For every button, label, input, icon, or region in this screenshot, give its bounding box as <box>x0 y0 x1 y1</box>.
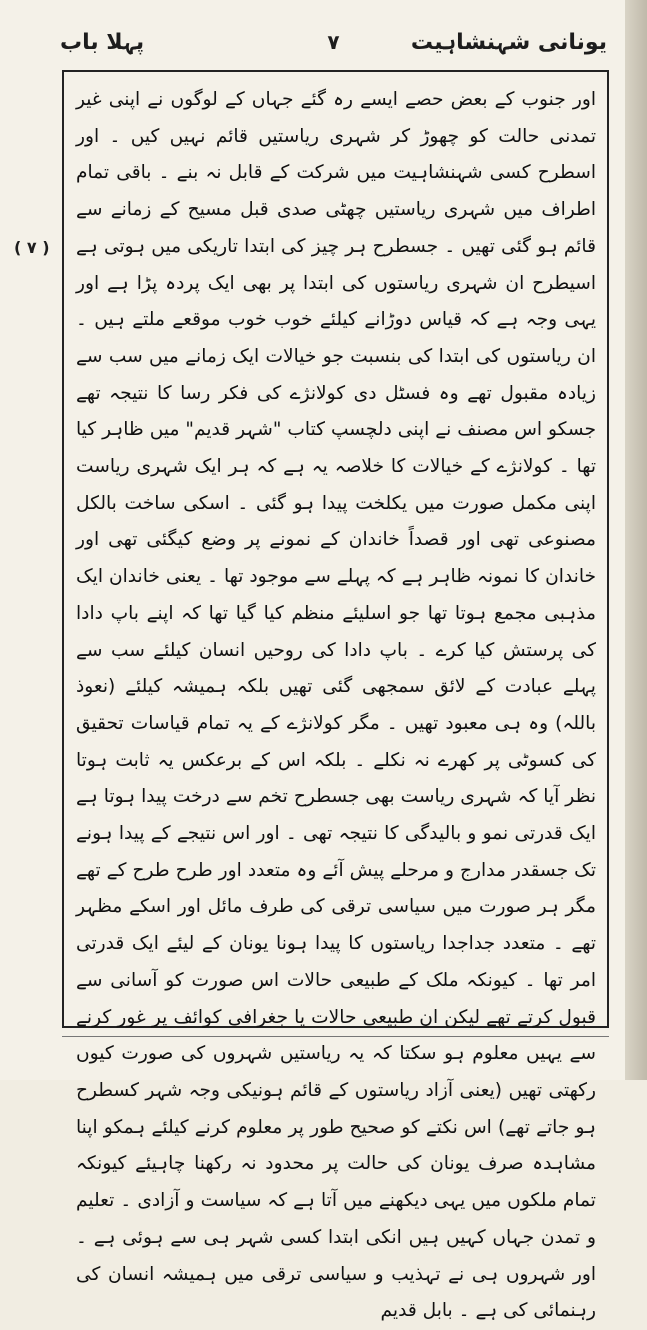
footer-rule <box>62 1036 609 1037</box>
body-text: اور جنوب کے بعض حصے ایسے رہ گئے جہاں کے لوگوں نے اپنی غیر تمدنی حالت کو چھوڑ کر شہری ریاستیں قائم نہیں کیں ۔ اور اسطرح کسی شہنشاہیت میں شرکت کے قابل نہ بنے ۔ باقی تمام اطراف میں شہری ریاستیں چھٹی صدی قبل مسیح کے زمانے سے قائم ہو گئی تھیں ۔ جسطرح ہر چیز کی ابتدا تاریکی میں ہوتی ہے اسیطرح ان شہری ریاستوں کی ابتدا پر بھی ایک پردہ پڑا ہے اور یہی وجہ ہے کہ قیاس دوڑانے کیلئے خوب خوب موقعے ملتے ہیں ۔ ان ریاستوں کی ابتدا کی بنسبت جو خیالات ایک زمانے میں سب سے زیادہ مقبول تھے وہ فسٹل دی کولانژے کی فکر رسا کا نتیجہ تھے جسکو اس مصنف نے اپنی دلچسپ کتاب "شہر قدیم" میں ظاہر کیا تھا ۔ کولانژے کے خیالات کا خلاصہ یہ ہے کہ ہر ایک شہری ریاست اپنی مکمل صورت میں یکلخت پیدا ہو گئی ۔ اسکی ساخت بالکل مصنوعی تھی اور قصداً خاندان کے نمونے پر وضع کیگئی تھی اور خاندان کا نمونہ ظاہر ہے کہ پہلے سے موجود تھا ۔ یعنی خاندان ایک مذہبی مجمع ہوتا تھا جو اسلیئے منظم کیا گیا تھا کہ اپنے باپ دادا کی پرستش کیا کرے ۔ باپ دادا کی روحیں انسان کیلئے سب سے پہلے عبادت کے لائق سمجھی گئی تھیں بلکہ ہمیشہ کیلئے (نعوذ باللہ) وہ ہی معبود تھیں ۔ مگر کولانژے کے یہ تمام قیاسات تحقیق کی کسوٹی پر کھرے نہ نکلے ۔ بلکہ اس کے برعکس یہ ثابت ہوتا نظر آیا کہ شہری ریاست بھی جسطرح تخم سے درخت پیدا ہوتا ہے ایک قدرتی نمو و بالیدگی کا نتیجہ تھی ۔ اور اس نتیجے کے پیدا ہونے تک جسقدر مدارج و مرحلے پیش آئے وہ متعدد اور طرح طرح کے تھے مگر ہر صورت میں سیاسی ترقی کی طرف مائل اور اسکے مظہر تھے ۔ متعدد جداجدا ریاستوں کا پیدا ہونا یونان کے لیئے ایک قدرتی امر تھا ۔ کیونکہ ملک کے طبیعی حالات اس صورت کو آسانی سے قبول کرتے تھے لیکن ان طبیعی حالات یا جغرافی کوائف پر غور کرنے سے یہیں معلوم ہو سکتا کہ یہ ریاستیں شہروں کی صورت کیوں رکھتی تھیں (یعنی آزاد ریاستوں کے قائم ہونیکی وجہ شہر کسطرح ہو جاتے تھے) اس نکتے کو صحیح طور پر معلوم کرنے کیلئے ہمکو اپنا مشاہدہ صرف یونان کی حالت پر محدود نہ رکھنا چاہیئے کیونکہ تمام ملکوں میں یہی دیکھنے میں آتا ہے کہ سیاست و آزادی ۔ تعلیم و تمدن جہاں کہیں ہیں انکی ابتدا کسی شہر ہی سے ہوئی ہے ۔ اور شہروں ہی نے تہذیب و سیاسی ترقی میں ہمیشہ انسان کی رہنمائی کی ہے ۔ بابل قدیم <box>76 89 596 1322</box>
page-header <box>60 30 607 66</box>
margin-page-reference: ( ۷ ) <box>14 238 50 257</box>
page-binding-edge <box>625 0 647 1080</box>
page-number: ۷ <box>327 30 340 54</box>
running-title: یونانی شہنشاہیت <box>410 30 607 55</box>
chapter-title: پہلا باب <box>60 30 145 55</box>
